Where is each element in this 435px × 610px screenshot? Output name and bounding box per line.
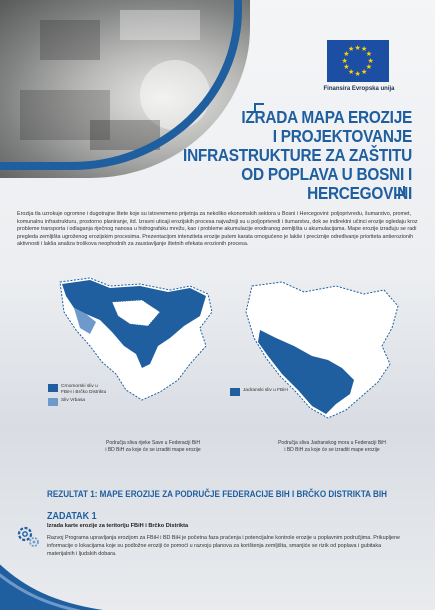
eu-star-icon: ★ — [348, 68, 355, 76]
map-right-caption — [262, 440, 402, 453]
legend-item — [230, 388, 300, 396]
map-right-legend — [230, 388, 300, 399]
eu-star-icon: ★ — [341, 57, 348, 65]
eu-star-icon: ★ — [365, 64, 373, 71]
eu-star-icon: ★ — [365, 51, 373, 58]
task-description: Razvoj Programa upravljanja erozijom za FBiH i BD BiH je početna faza praćenja i potencijalne kontrole erozije u poplavnim područjima. Prikupljene informacije o lokacijama koje su podložne eroziji će pomoći u razvoju planova za korištenja zemljišta, smanjiće se rizik od poplava i gubitaka materijalnih i ljudskih dobara. — [47, 535, 400, 557]
caption-line: Područja sliva Jadranskog mora u Federaciji BiH — [278, 440, 386, 446]
eu-star-icon: ★ — [361, 46, 368, 54]
eu-star-icon: ★ — [343, 64, 350, 71]
caption-line: i BD BiH za koje će se izraditi mape erozije — [284, 446, 380, 453]
eu-star-icon: ★ — [354, 44, 361, 52]
legend-item — [48, 398, 108, 406]
legend-label: Jadranski sliv u FBiH — [243, 388, 288, 393]
result-heading: REZULTAT 1: MAPE EROZIJE ZA PODRUČJE FEDERACIJE BIH I BRČKO DISTRIKTA BIH — [47, 489, 387, 499]
footer-swoosh-decoration — [0, 545, 110, 610]
caption-line: Područja slivа rijeke Save u Federaciji BiH — [106, 440, 200, 446]
legend-label: Sliv Vrbasa — [61, 398, 86, 404]
eu-star-icon: ★ — [367, 57, 374, 65]
title-line-2: I PROJEKTOVANJE — [272, 126, 412, 146]
eu-star-icon: ★ — [343, 51, 350, 58]
page-title — [150, 107, 412, 203]
eu-star-icon: ★ — [361, 68, 368, 76]
legend-swatch — [48, 398, 58, 406]
task-subtitle: Izrada karte erozije za teritoriju FBiH i Brčko Distrikta — [47, 523, 189, 529]
intro-paragraph: Erozija tla uzrokuje ogromne i dugotrajne štete koje su istovremeno prijetnja za nekoliko ekonomskih sektora u Bosni i Hercegovini: poljoprivredu, šumarstvo, promet, komunalnu infrastrukturu, prostorno planiranje, itd. Izravni uticaji erozijskih procesa najvažniji su u poljoprivredi i šumarstvu, dok se indirektni učinci erozije ogledaju kroz probleme transporta i odlaganja riječnog nanosa u hidrografsku mrežu, kao i probleme akumulacije erodiranog zemljišta u akumulacijama. Mape erozije izrađuju se radi pregleda zemljišta ugroženog erozijskim procesima. Prezentacijom intenziteta erozije putem karata omogućeno je lakše i preciznije određivanje prioriteta antierozionih aktivnosti i lakša analiza troškova neophodnih za zaustavljanje štetnih efekata erozionih procesa. — [17, 211, 418, 248]
map-left-caption — [88, 440, 218, 453]
legend-label: Crnomorski sliv u FBiH i Brčko Distriktu — [61, 384, 107, 395]
title-line-1: IZRADA MAPA EROZIJE — [241, 107, 412, 127]
eu-flag-logo — [327, 40, 389, 82]
eu-star-icon: ★ — [354, 70, 361, 78]
caption-line: i BD BiH za koje će se izraditi mape erozije — [105, 446, 201, 453]
legend-swatch — [48, 384, 58, 392]
title-line-4: OD POPLAVA U BOSNI I HERCEGOVINI — [241, 164, 412, 203]
eu-funding-caption: Finansira Evropska unija — [323, 86, 395, 92]
map-left-legend — [48, 384, 108, 409]
map-adriatic-basin — [232, 272, 412, 432]
legend-item — [48, 384, 108, 395]
eu-star-icon: ★ — [348, 46, 355, 54]
title-line-3: INFRASTRUKTURE ZA ZAŠTITU — [183, 145, 412, 165]
task-title: ZADATAK 1 — [47, 511, 97, 522]
legend-swatch — [230, 388, 240, 396]
